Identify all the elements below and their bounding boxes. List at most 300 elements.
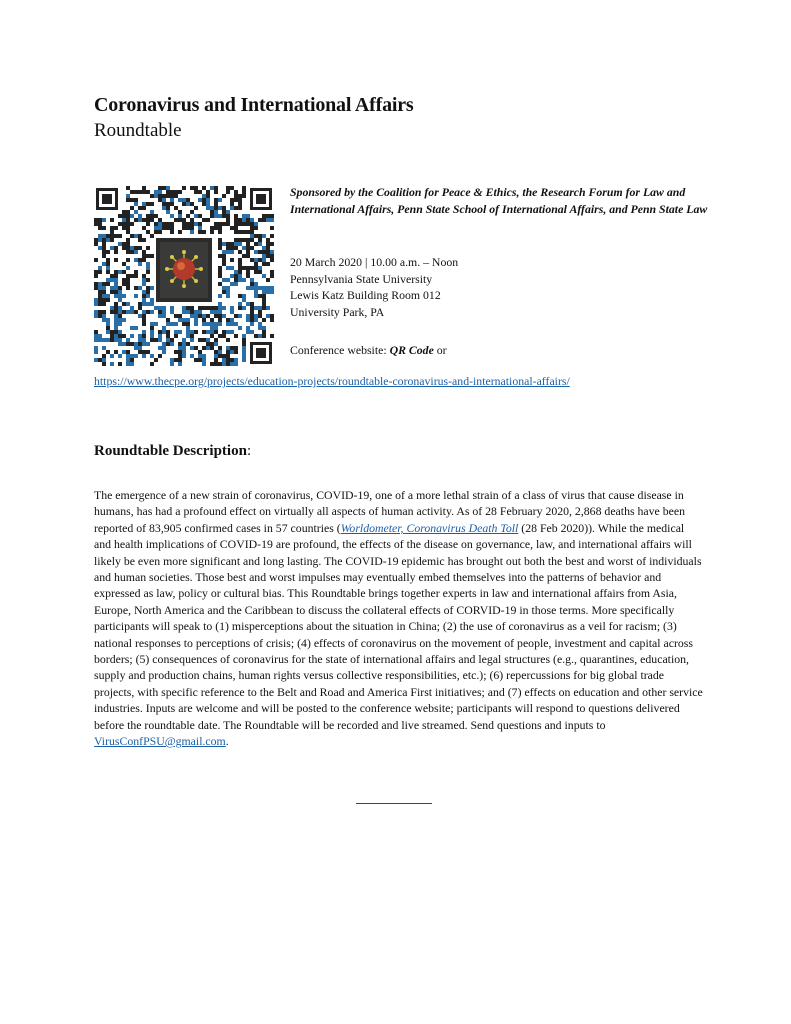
qr-module <box>134 190 138 194</box>
qr-module <box>242 338 246 342</box>
qr-module <box>198 338 202 342</box>
qr-module <box>178 342 182 346</box>
qr-module <box>158 198 162 202</box>
qr-module <box>98 334 102 338</box>
qr-module <box>126 238 130 242</box>
qr-module <box>250 330 254 334</box>
qr-module <box>266 262 270 266</box>
qr-module <box>218 230 222 234</box>
qr-module <box>146 202 150 206</box>
qr-module <box>234 314 238 318</box>
qr-module <box>194 206 198 210</box>
qr-module <box>134 294 138 298</box>
qr-module <box>134 258 138 262</box>
qr-module <box>122 334 126 338</box>
qr-module <box>106 322 110 326</box>
qr-module <box>154 306 158 310</box>
qr-module <box>242 214 246 218</box>
qr-module <box>258 326 262 330</box>
qr-module <box>194 314 198 318</box>
worldometer-link[interactable]: Worldometer, Coronavirus Death Toll <box>340 520 519 535</box>
qr-module <box>114 286 118 290</box>
qr-module <box>130 206 134 210</box>
qr-module <box>210 214 214 218</box>
qr-module <box>130 222 134 226</box>
qr-module <box>174 330 178 334</box>
qr-module <box>130 334 134 338</box>
qr-module <box>194 330 198 334</box>
qr-module <box>218 266 222 270</box>
qr-module <box>122 214 126 218</box>
qr-module <box>186 198 190 202</box>
qr-module <box>214 362 218 366</box>
qr-module <box>142 302 146 306</box>
qr-module <box>198 354 202 358</box>
qr-module <box>262 306 266 310</box>
qr-module <box>182 338 186 342</box>
qr-module <box>218 302 222 306</box>
qr-module <box>246 250 250 254</box>
qr-module <box>218 354 222 358</box>
qr-module <box>266 214 270 218</box>
qr-module <box>258 322 262 326</box>
qr-module <box>222 306 226 310</box>
qr-module <box>126 362 130 366</box>
qr-module <box>110 218 114 222</box>
qr-module <box>206 346 210 350</box>
qr-module <box>238 194 242 198</box>
qr-module <box>246 218 250 222</box>
qr-module <box>174 358 178 362</box>
qr-module <box>166 334 170 338</box>
qr-module <box>246 222 250 226</box>
qr-module <box>202 354 206 358</box>
qr-module <box>214 350 218 354</box>
qr-module <box>266 278 270 282</box>
qr-module <box>114 234 118 238</box>
qr-module <box>142 294 146 298</box>
qr-module <box>270 286 274 290</box>
qr-module <box>238 278 242 282</box>
qr-module <box>190 230 194 234</box>
qr-module <box>262 318 266 322</box>
qr-module <box>266 250 270 254</box>
qr-module <box>250 302 254 306</box>
qr-module <box>114 310 118 314</box>
qr-module <box>246 326 250 330</box>
qr-module <box>202 198 206 202</box>
qr-module <box>146 350 150 354</box>
qr-module <box>254 290 258 294</box>
qr-module <box>258 270 262 274</box>
qr-module <box>158 226 162 230</box>
qr-module <box>234 282 238 286</box>
qr-module <box>94 338 98 342</box>
website-label: Conference website: <box>290 343 390 357</box>
qr-module <box>146 246 150 250</box>
sponsor-statement: Sponsored by the Coalition for Peace & Ethics, the Research Forum for Law and International Affairs, Penn State School of International Affairs, and Penn State Law <box>290 185 708 216</box>
qr-module <box>126 278 130 282</box>
qr-module <box>234 214 238 218</box>
qr-module <box>170 202 174 206</box>
qr-module <box>102 294 106 298</box>
qr-module <box>210 210 214 214</box>
qr-module <box>254 266 258 270</box>
qr-module <box>118 362 122 366</box>
qr-code-image[interactable] <box>94 186 274 366</box>
qr-module <box>130 358 134 362</box>
qr-module <box>234 242 238 246</box>
qr-module <box>102 254 106 258</box>
qr-finder-top-left <box>96 188 118 210</box>
qr-module <box>226 266 230 270</box>
qr-module <box>158 306 162 310</box>
qr-module <box>258 306 262 310</box>
qr-module <box>186 310 190 314</box>
qr-module <box>158 338 162 342</box>
qr-module <box>218 222 222 226</box>
qr-module <box>102 246 106 250</box>
page-subtitle: Roundtable <box>94 120 182 141</box>
qr-module <box>254 258 258 262</box>
qr-module <box>94 346 98 350</box>
qr-module <box>150 322 154 326</box>
qr-module <box>114 330 118 334</box>
qr-module <box>234 278 238 282</box>
qr-module <box>154 222 158 226</box>
qr-module <box>214 186 218 190</box>
qr-module <box>94 274 98 278</box>
qr-module <box>194 358 198 362</box>
qr-module <box>166 202 170 206</box>
qr-module <box>254 250 258 254</box>
qr-module <box>234 322 238 326</box>
qr-module <box>158 346 162 350</box>
qr-module <box>142 314 146 318</box>
qr-module <box>162 342 166 346</box>
qr-module <box>230 362 234 366</box>
qr-module <box>210 330 214 334</box>
qr-module <box>214 202 218 206</box>
qr-module <box>210 342 214 346</box>
qr-module <box>218 346 222 350</box>
qr-module <box>142 258 146 262</box>
qr-module <box>138 334 142 338</box>
qr-module <box>94 222 98 226</box>
qr-module <box>110 306 114 310</box>
qr-module <box>194 322 198 326</box>
qr-module <box>114 274 118 278</box>
qr-module <box>230 274 234 278</box>
qr-module <box>114 258 118 262</box>
qr-module <box>162 186 166 190</box>
qr-module <box>222 330 226 334</box>
qr-module <box>250 258 254 262</box>
qr-module <box>138 306 142 310</box>
qr-module <box>94 242 98 246</box>
qr-module <box>126 302 130 306</box>
qr-module <box>146 262 150 266</box>
event-location: University Park, PA <box>290 304 385 319</box>
qr-module <box>102 318 106 322</box>
qr-module <box>106 318 110 322</box>
qr-module <box>94 238 98 242</box>
qr-module <box>234 346 238 350</box>
qr-module <box>118 334 122 338</box>
qr-module <box>146 286 150 290</box>
qr-module <box>142 206 146 210</box>
qr-module <box>246 302 250 306</box>
qr-module <box>214 306 218 310</box>
qr-module <box>162 326 166 330</box>
qr-module <box>234 230 238 234</box>
qr-module <box>118 234 122 238</box>
qr-module <box>110 226 114 230</box>
qr-module <box>206 218 210 222</box>
event-building: Lewis Katz Building Room 012 <box>290 288 441 303</box>
qr-module <box>178 190 182 194</box>
qr-module <box>174 206 178 210</box>
qr-module <box>106 282 110 286</box>
qr-module <box>178 218 182 222</box>
qr-module <box>170 322 174 326</box>
divider-rule <box>356 803 432 804</box>
qr-module <box>254 270 258 274</box>
qr-module <box>102 310 106 314</box>
qr-module <box>198 190 202 194</box>
qr-module <box>230 198 234 202</box>
qr-module <box>254 282 258 286</box>
qr-module <box>142 290 146 294</box>
qr-module <box>238 262 242 266</box>
qr-module <box>222 254 226 258</box>
qr-module <box>146 294 150 298</box>
qr-module <box>226 246 230 250</box>
qr-module <box>110 234 114 238</box>
qr-module <box>230 206 234 210</box>
qr-module <box>202 202 206 206</box>
qr-module <box>214 214 218 218</box>
qr-module <box>214 210 218 214</box>
qr-module <box>98 358 102 362</box>
qr-module <box>146 310 150 314</box>
qr-module <box>126 210 130 214</box>
qr-module <box>98 310 102 314</box>
qr-module <box>142 186 146 190</box>
qr-module <box>198 310 202 314</box>
qr-module <box>162 226 166 230</box>
qr-module <box>222 210 226 214</box>
qr-module <box>150 334 154 338</box>
qr-module <box>162 314 166 318</box>
qr-module <box>214 322 218 326</box>
qr-module <box>238 202 242 206</box>
qr-module <box>98 298 102 302</box>
qr-module <box>266 246 270 250</box>
qr-module <box>186 214 190 218</box>
qr-module <box>234 334 238 338</box>
qr-module <box>246 266 250 270</box>
qr-module <box>106 294 110 298</box>
qr-module <box>246 230 250 234</box>
qr-module <box>202 358 206 362</box>
qr-module <box>242 358 246 362</box>
qr-module <box>134 354 138 358</box>
qr-module <box>114 282 118 286</box>
qr-module <box>262 254 266 258</box>
qr-module <box>126 310 130 314</box>
qr-module <box>94 310 98 314</box>
qr-finder-bottom-right <box>250 342 272 364</box>
qr-module <box>150 330 154 334</box>
qr-module <box>110 310 114 314</box>
qr-module <box>158 194 162 198</box>
qr-module <box>178 330 182 334</box>
qr-module <box>226 354 230 358</box>
qr-module <box>166 226 170 230</box>
qr-module <box>258 294 262 298</box>
qr-module <box>202 306 206 310</box>
qr-module <box>178 314 182 318</box>
qr-module <box>126 186 130 190</box>
qr-module <box>214 226 218 230</box>
qr-module <box>178 210 182 214</box>
qr-module <box>266 290 270 294</box>
qr-module <box>210 206 214 210</box>
qr-module <box>122 318 126 322</box>
qr-module <box>186 326 190 330</box>
qr-module <box>206 190 210 194</box>
qr-module <box>226 338 230 342</box>
body-text-3: . <box>225 734 229 749</box>
qr-module <box>270 254 274 258</box>
qr-module <box>142 342 146 346</box>
qr-module <box>262 326 266 330</box>
qr-module <box>170 338 174 342</box>
qr-module <box>134 198 138 202</box>
qr-module <box>170 222 174 226</box>
qr-module <box>106 298 110 302</box>
qr-module <box>150 202 154 206</box>
qr-module <box>138 238 142 242</box>
qr-module <box>238 302 242 306</box>
qr-module <box>98 302 102 306</box>
qr-module <box>234 218 238 222</box>
qr-module <box>230 202 234 206</box>
qr-module <box>186 222 190 226</box>
qr-module <box>154 338 158 342</box>
qr-module <box>114 350 118 354</box>
qr-module <box>158 222 162 226</box>
qr-module <box>206 330 210 334</box>
qr-module <box>210 322 214 326</box>
qr-module <box>214 358 218 362</box>
qr-module <box>126 274 130 278</box>
qr-module <box>226 186 230 190</box>
qr-module <box>198 306 202 310</box>
qr-module <box>250 222 254 226</box>
qr-module <box>178 358 182 362</box>
qr-module <box>270 250 274 254</box>
qr-module <box>230 250 234 254</box>
qr-module <box>110 338 114 342</box>
qr-module <box>126 338 130 342</box>
qr-module <box>170 198 174 202</box>
qr-module <box>142 282 146 286</box>
qr-module <box>206 338 210 342</box>
qr-module <box>166 338 170 342</box>
qr-module <box>206 202 210 206</box>
qr-module <box>106 238 110 242</box>
qr-module <box>94 218 98 222</box>
qr-module <box>118 270 122 274</box>
qr-module <box>218 350 222 354</box>
qr-module <box>150 210 154 214</box>
qr-module <box>218 294 222 298</box>
qr-module <box>102 226 106 230</box>
qr-module <box>162 346 166 350</box>
qr-module <box>102 290 106 294</box>
qr-module <box>94 302 98 306</box>
qr-module <box>150 214 154 218</box>
qr-module <box>114 338 118 342</box>
qr-module <box>130 234 134 238</box>
qr-module <box>258 258 262 262</box>
qr-module <box>198 198 202 202</box>
qr-module <box>182 306 186 310</box>
qr-module <box>202 314 206 318</box>
qr-module <box>270 334 274 338</box>
qr-module <box>214 330 218 334</box>
qr-module <box>178 214 182 218</box>
qr-module <box>102 242 106 246</box>
qr-module <box>230 322 234 326</box>
qr-module <box>234 198 238 202</box>
qr-module <box>142 338 146 342</box>
qr-module <box>134 210 138 214</box>
qr-module <box>110 362 114 366</box>
qr-module <box>202 322 206 326</box>
qr-module <box>238 206 242 210</box>
qr-module <box>126 358 130 362</box>
qr-module <box>110 334 114 338</box>
qr-module <box>250 318 254 322</box>
qr-module <box>146 270 150 274</box>
qr-module <box>106 250 110 254</box>
qr-module <box>194 214 198 218</box>
qr-module <box>126 222 130 226</box>
qr-module <box>118 306 122 310</box>
qr-module <box>122 262 126 266</box>
qr-module <box>198 222 202 226</box>
qr-module <box>194 346 198 350</box>
email-link[interactable]: VirusConfPSU@gmail.com <box>94 734 226 749</box>
conference-url-link[interactable]: https://www.thecpe.org/projects/education-projects/roundtable-coronavirus-and-international-affairs/ <box>94 374 570 388</box>
qr-module <box>134 218 138 222</box>
qr-module <box>198 358 202 362</box>
qr-module <box>150 298 154 302</box>
qr-module <box>102 250 106 254</box>
qr-module <box>226 250 230 254</box>
qr-module <box>222 358 226 362</box>
qr-module <box>174 322 178 326</box>
qr-module <box>154 190 158 194</box>
qr-module <box>270 274 274 278</box>
qr-module <box>182 322 186 326</box>
qr-module <box>106 338 110 342</box>
qr-module <box>262 286 266 290</box>
qr-module <box>94 358 98 362</box>
